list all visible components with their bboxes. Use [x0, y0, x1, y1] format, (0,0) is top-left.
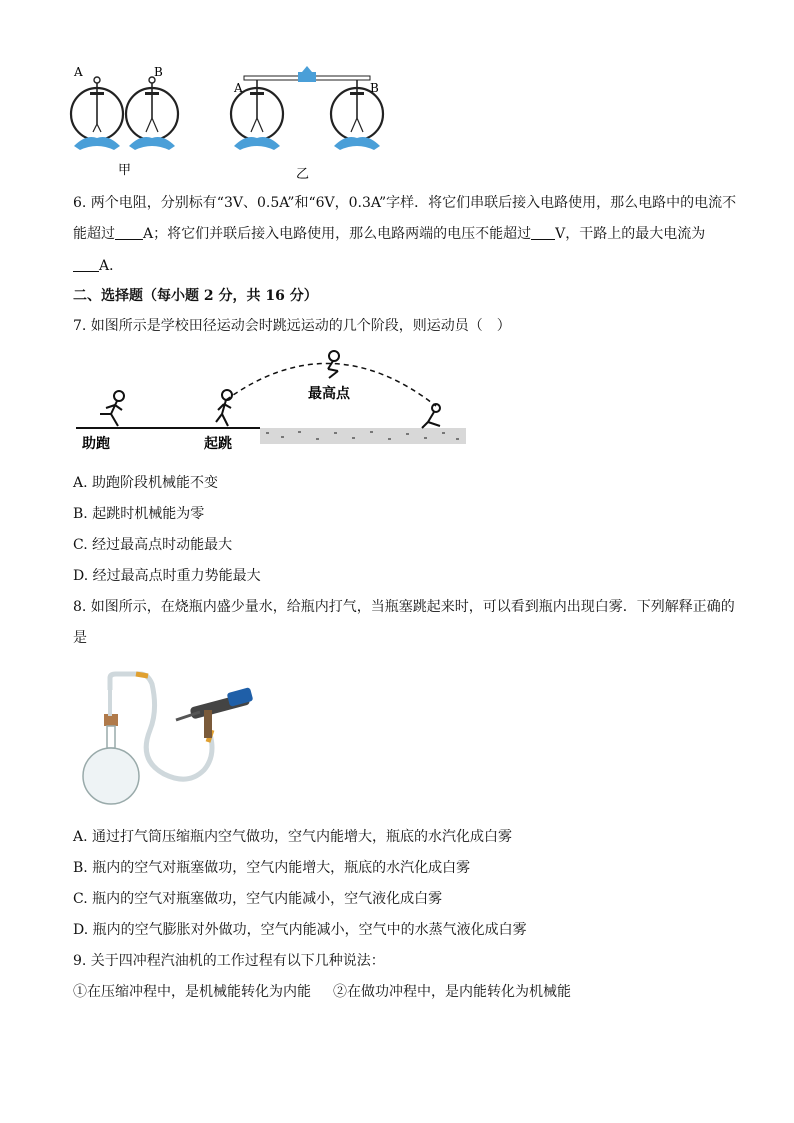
- q8-option-c[interactable]: C. 瓶内的空气对瓶塞做功，空气内能减小，空气液化成白雾: [73, 891, 443, 907]
- label-b-yi: B: [370, 81, 379, 95]
- q7-option-a[interactable]: A. 助跑阶段机械能不变: [73, 475, 219, 491]
- q6-line2-c: V，干路上的最大电流为: [555, 226, 706, 242]
- q8-option-b[interactable]: B. 瓶内的空气对瓶塞做功，空气内能增大，瓶底的水汽化成白雾: [73, 860, 471, 876]
- label-takeoff: 起跳: [204, 436, 232, 452]
- q6-line3: [73, 256, 123, 276]
- label-a-jia: A: [74, 65, 83, 79]
- metal-rod: [244, 66, 370, 82]
- q6-line2-a: 能超过: [73, 226, 115, 242]
- q7-option-c[interactable]: C. 经过最高点时动能最大: [73, 537, 233, 553]
- q9-statements: [73, 982, 571, 1002]
- flask-pump-figure: [80, 670, 260, 810]
- q6-blank3[interactable]: [73, 257, 99, 272]
- landing-figure: [422, 404, 440, 428]
- q7-option-d[interactable]: D. 经过最高点时重力势能最大: [73, 568, 261, 584]
- electroscope-jia-a: [71, 77, 123, 150]
- q9-statement-1: ①在压缩冲程中，是机械能转化为内能: [73, 984, 311, 1000]
- q7-option-b[interactable]: B. 起跳时机械能为零: [73, 506, 205, 522]
- q9-statement-2: ②在做功冲程中，是内能转化为机械能: [333, 984, 571, 1000]
- q8-option-a[interactable]: A. 通过打气筒压缩瓶内空气做功，空气内能增大，瓶底的水汽化成白雾: [73, 829, 513, 845]
- q9-stem: 9. 关于四冲程汽油机的工作过程有以下几种说法：: [73, 953, 385, 969]
- label-run-up: 助跑: [82, 436, 110, 452]
- q8-option-d[interactable]: D. 瓶内的空气膨胀对外做功，空气内能减小，空气中的水蒸气液化成白雾: [73, 922, 527, 938]
- q8-stem-line1: 8. 如图所示，在烧瓶内盛少量水，给瓶内打气，当瓶塞跳起来时，可以看到瓶内出现白雾．下列解释正确的: [73, 599, 735, 615]
- caption-yi: 乙: [296, 167, 310, 182]
- takeoff-figure: [216, 390, 232, 426]
- air-pump: [176, 687, 253, 738]
- electroscope-figure: [66, 62, 396, 184]
- q6-line2-b: A；将它们并联后接入电路使用，那么电路两端的电压不能超过: [143, 226, 532, 242]
- caption-jia: 甲: [118, 163, 132, 178]
- q6-blank1[interactable]: [115, 225, 143, 240]
- q7-stem: 7. 如图所示是学校田径运动会时跳远运动的几个阶段，则运动员（ ）: [73, 318, 511, 334]
- long-jump-figure: [76, 344, 468, 454]
- flask: [83, 690, 139, 804]
- q6-line3-b: A．: [99, 258, 124, 274]
- label-highest-point: 最高点: [308, 386, 350, 402]
- q6-line2: [73, 224, 705, 244]
- label-a-yi: A: [234, 81, 243, 95]
- electroscope-jia-b: [126, 77, 178, 150]
- runner-figure: [100, 391, 124, 426]
- sand-pit: [260, 428, 466, 444]
- q8-stem-line2: 是: [73, 630, 87, 646]
- q6-line1: 6. 两个电阻，分别标有“3V、0.5A”和“6V，0.3A”字样．将它们串联后接入电路使用，那么电路中的电流不: [73, 195, 737, 211]
- label-b-jia: B: [154, 65, 163, 79]
- q6-blank2[interactable]: [531, 225, 555, 240]
- section2-title: 二、选择题（每小题 2 分，共 16 分）: [73, 288, 318, 304]
